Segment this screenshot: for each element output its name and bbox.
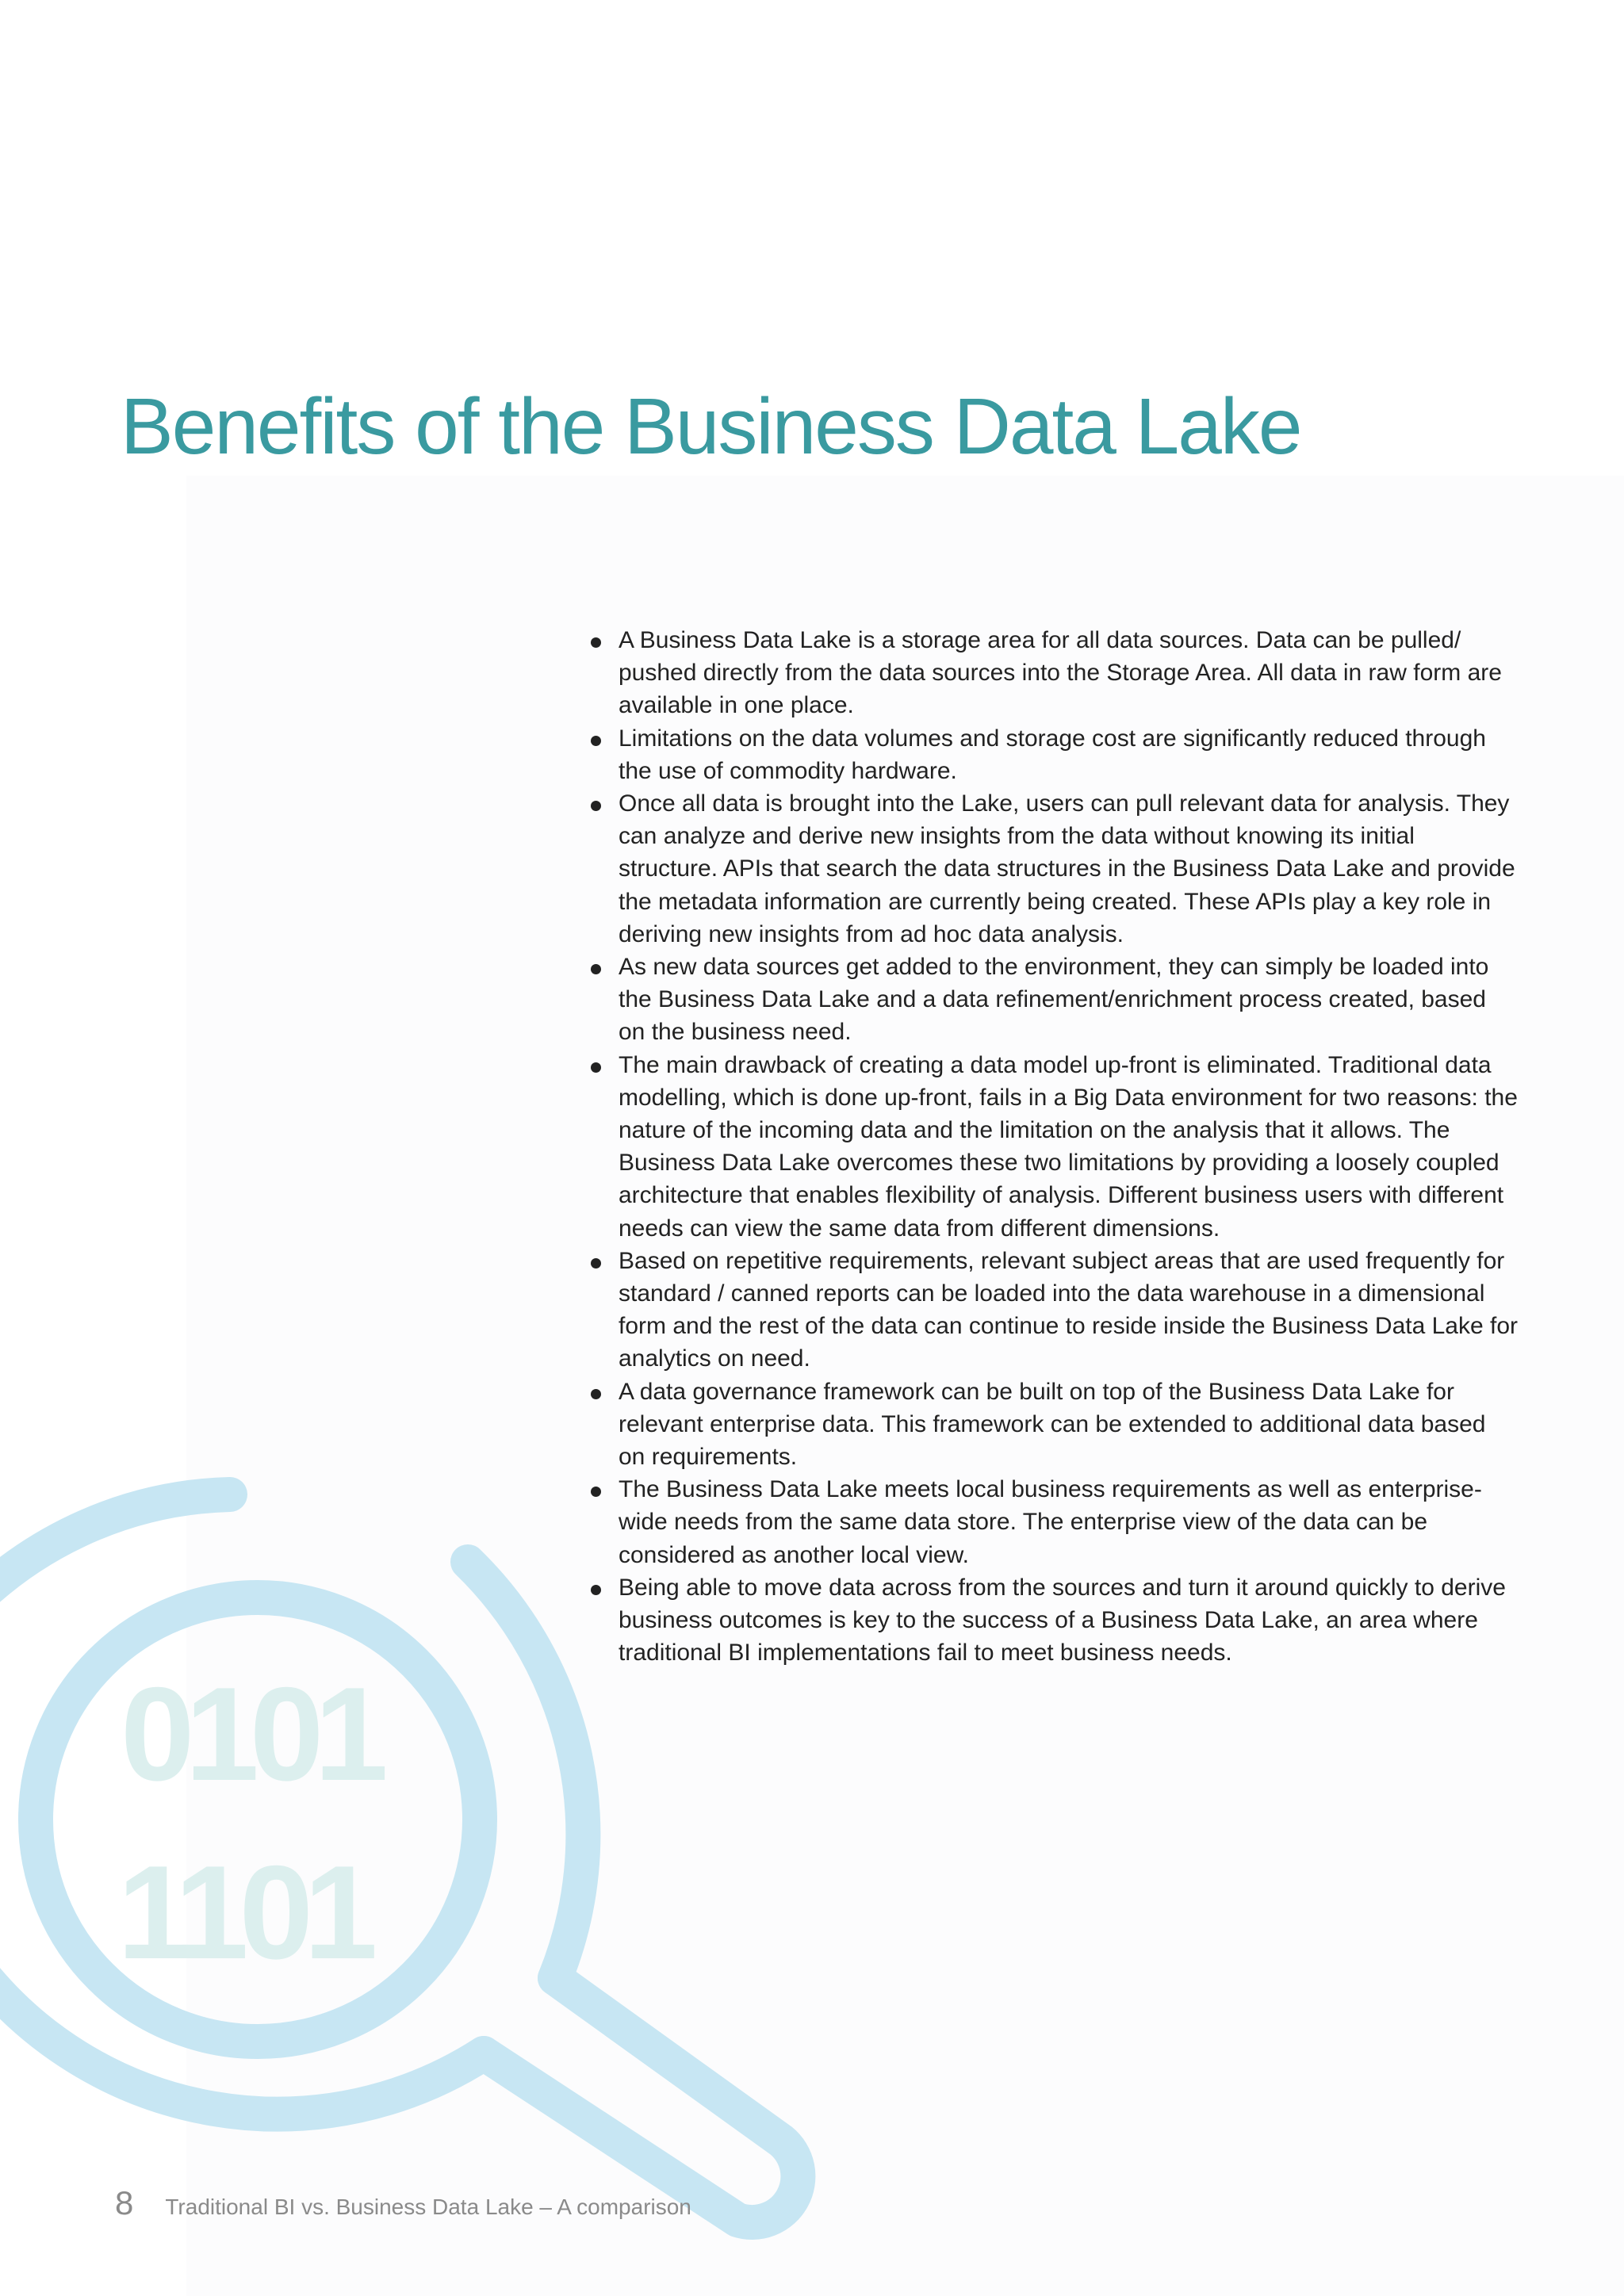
list-item <box>591 951 1519 1049</box>
bullet-dot-icon <box>591 1258 601 1269</box>
list-item <box>591 1049 1519 1245</box>
list-item-text: Being able to move data across from the sources and turn it around quickly to derive business outcomes is key to the success of a Business Data Lake, an area where traditional BI implementations fail to meet business needs. <box>619 1574 1506 1667</box>
bullet-dot-icon <box>591 964 601 974</box>
bullet-dot-icon <box>591 1062 601 1073</box>
bullet-dot-icon <box>591 736 601 746</box>
bullet-dot-icon <box>591 1389 601 1399</box>
list-item <box>591 722 1519 787</box>
list-item <box>591 787 1519 951</box>
list-item-text: As new data sources get added to the environment, they can simply be loaded into the Business Data Lake and a data refinement/enrichment process created, based on the business need. <box>619 954 1489 1046</box>
bullet-dot-icon <box>591 637 601 648</box>
binary-line-2: 1101 <box>117 1838 369 1987</box>
page-footer <box>115 2184 691 2222</box>
list-item-text: The Business Data Lake meets local business requirements as well as enterprise-wide needs from the same data store. The enterprise view of the data can be considered as another local view. <box>619 1476 1482 1568</box>
list-item-text: Based on repetitive requirements, relevant subject areas that are used frequently for standard / canned reports can be loaded into the data warehouse in a dimensional form and the rest of the data can continue to reside inside the Business Data Lake for analytics on need. <box>619 1247 1519 1372</box>
footer-document-title: Traditional BI vs. Business Data Lake – A comparison <box>165 2195 691 2219</box>
list-item-text: Limitations on the data volumes and storage cost are significantly reduced through the use of commodity hardware. <box>619 725 1486 784</box>
list-item-text: A data governance framework can be built on top of the Business Data Lake for relevant enterprise data. This framework can be extended to additional data based on requirements. <box>619 1378 1486 1471</box>
bullet-dot-icon <box>591 801 601 811</box>
list-item <box>591 1245 1519 1376</box>
binary-line-1: 0101 <box>121 1659 379 1808</box>
list-item-text: A Business Data Lake is a storage area for all data sources. Data can be pulled/ pushed directly from the data sources into the Storage Area. All data in raw form are available in one place. <box>619 627 1502 719</box>
list-item-text: Once all data is brought into the Lake, users can pull relevant data for analysis. They can analyze and derive new insights from the data without knowing its initial structure. APIs that search the data structures in the Business Data Lake and provide the metadata information are currently being created. These APIs play a key role in deriving new insights from ad hoc data analysis. <box>619 790 1515 947</box>
page-title: Benefits of the Business Data Lake <box>121 382 1301 471</box>
list-item <box>591 624 1519 722</box>
magnifying-glass-icon <box>0 1427 872 2296</box>
list-item-text: The main drawback of creating a data model up-front is eliminated. Traditional data modelling, which is done up-front, fails in a Big Data environment for two reasons: the nature of the incoming data and the limitation on the analysis that it allows. The Business Data Lake overcomes these two limitations by providing a loosely coupled architecture that enables flexibility of analysis. Different business users with different needs can view the same data from different dimensions. <box>619 1051 1518 1242</box>
page-number: 8 <box>115 2184 134 2221</box>
